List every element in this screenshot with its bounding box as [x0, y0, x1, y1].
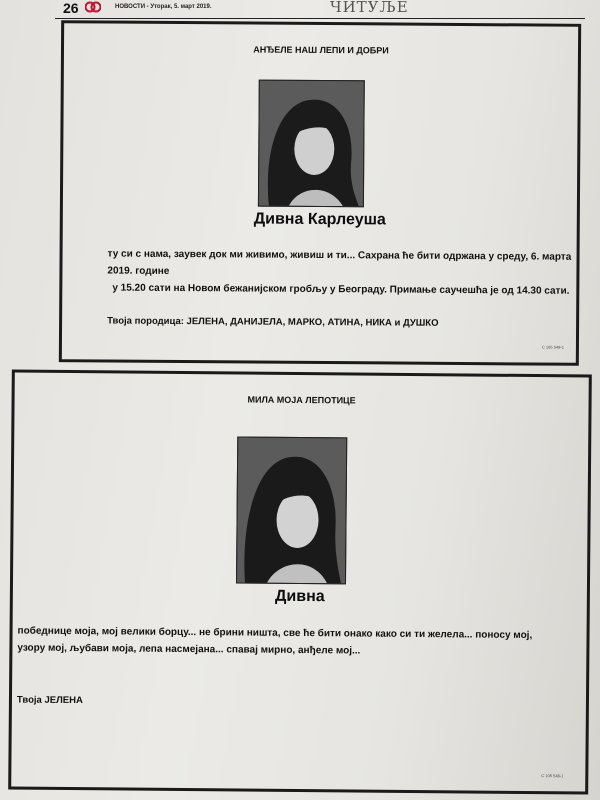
portrait-photo	[258, 80, 365, 208]
notice-text-line: ту си с нама, заувек док ми живимо, живиш и ти... Сахрана ће бити одржана у среду, 6. марта 2019. године	[107, 248, 572, 277]
notice-text	[17, 623, 582, 662]
paper-name: НОВОСТИ - Уторак, 5. март 2019.	[115, 4, 212, 10]
page-header	[55, 0, 585, 19]
page-number: 26	[63, 0, 79, 16]
notice-text-line: узору мој, љубави моја, лепа насмејана... спавај мирно, анђеле мој...	[17, 642, 361, 657]
ad-code: С 105 548-1	[541, 773, 564, 779]
notice-signature: Твоја ЈЕЛЕНА	[16, 694, 83, 707]
obituary-notice	[8, 369, 592, 794]
notice-text	[107, 246, 577, 300]
notice-text-line: у 15.20 сати на Новом бежанијском гробљу у Београду. Примање саучешћа је од 14.30 сати.	[112, 282, 570, 297]
deceased-name: Дивна	[274, 587, 325, 606]
notice-text-line: победнице моја, мој велики борцу... не брини ништа, све ће бити онако како си ти желела... поносу мој,	[17, 625, 533, 642]
notice-headline: МИЛА МОЈА ЛЕПОТИЦЕ	[247, 394, 356, 406]
newspaper-logo-icon	[85, 0, 101, 14]
obituary-notice	[59, 20, 581, 366]
notice-signature: Твоја породица: ЈЕЛЕНА, ДАНИЈЕЛА, МАРКО, АТИНА, НИКА и ДУШКО	[107, 315, 439, 329]
notice-headline: АНЂЕЛЕ НАШ ЛЕПИ И ДОБРИ	[253, 44, 389, 56]
portrait-photo	[236, 436, 347, 584]
deceased-name: Дивна Карлеуша	[253, 210, 386, 229]
ad-code: С 105 549-1	[541, 344, 564, 350]
section-title: ЧИТУЉЕ	[330, 0, 409, 16]
